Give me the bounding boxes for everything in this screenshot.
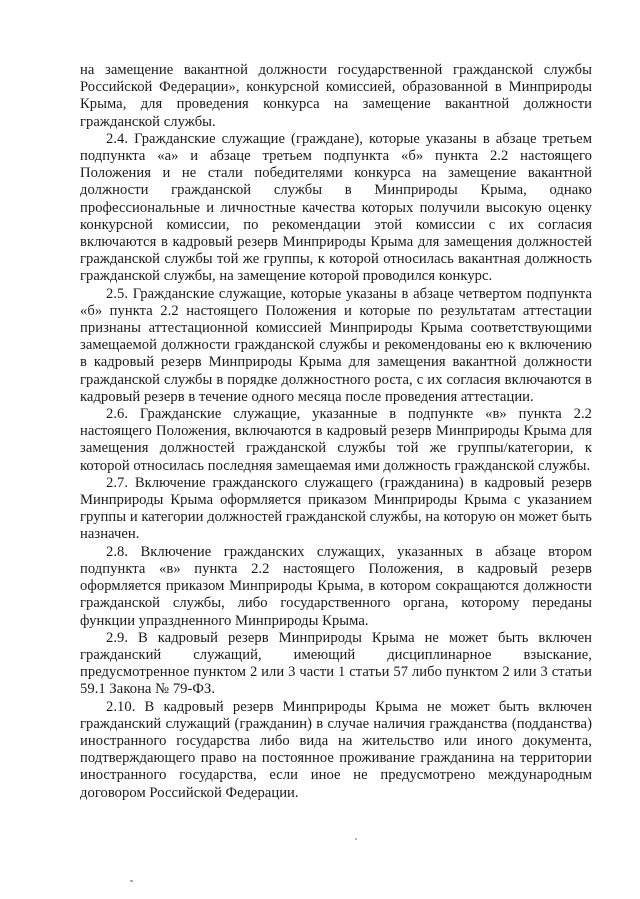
scan-speck — [130, 880, 133, 882]
paragraph-2-6: 2.6. Гражданские служащие, указанные в подпункте «в» пункта 2.2 настоящего Положения, включаются в кадровый резерв Минприроды Крыма для замещения должностей гражданской службы той же группы/категории, к которой относилась последняя замещаемая ими должность гражданской службы. — [80, 406, 592, 474]
paragraph-2-5: 2.5. Гражданские служащие, которые указаны в абзаце четвертом подпункта «б» пункта 2.2 настоящего Положения и которые по результатам аттестации признаны аттестационной комиссией Минприроды Крыма соответствующими замещаемой должности гражданской службы и рекомендованы ею к включению в кадровый резерв Минприроды Крыма для замещения вакантной должности гражданской службы в порядке должностного роста, с их согласия включаются в кадровый резерв в течение одного месяца после проведения аттестации. — [80, 285, 592, 405]
paragraph-2-7: 2.7. Включение гражданского служащего (гражданина) в кадровый резерв Минприроды Крыма оформляется приказом Минприроды Крыма с указанием группы и категории должностей гражданской службы, на которую он может быть назначен. — [80, 474, 592, 543]
scan-speck — [355, 838, 357, 840]
paragraph-2-10: 2.10. В кадровый резерв Минприроды Крыма не может быть включен гражданский служащий (гражданин) в случае наличия гражданства (подданства) иностранного государства либо вида на жительство или иного документа, подтверждающего право на постоянное проживание гражданина на территории иностранного государства, если иное не предусмотрено международным договором Российской Федерации. — [80, 698, 592, 801]
paragraph-2-4: 2.4. Гражданские служащие (граждане), которые указаны в абзаце третьем подпункта «а» и абзаце третьем подпункта «б» пункта 2.2 настоящего Положения и не стали победителями конкурса на замещение вакантной должности гражданской службы в Минприроды Крыма, однако профессиональные и личностные качества которых получили высокую оценку конкурсной комиссии, по рекомендации этой комиссии с их согласия включаются в кадровый резерв Минприроды Крыма для замещения должностей гражданской службы той же группы, к которой относилась вакантная должность гражданской службы, на замещение которой проводился конкурс. — [80, 130, 592, 285]
paragraph-2-8: 2.8. Включение гражданских служащих, указанных в абзаце втором подпункта «в» пункта 2.2 настоящего Положения, в кадровый резерв оформляется приказом Минприроды Крыма, в котором сокращаются должности гражданской службы, либо государственного органа, которому переданы функции упраздненного Минприроды Крыма. — [80, 543, 592, 629]
paragraph-2-9: 2.9. В кадровый резерв Минприроды Крыма не может быть включен гражданский служащий, имеющий дисциплинарное взыскание, предусмотренное пунктом 2 или 3 части 1 статьи 57 либо пунктом 2 или 3 статьи 59.1 Закона № 79-ФЗ. — [80, 629, 592, 698]
paragraph-continuation: на замещение вакантной должности государственной гражданской службы Российской Федерации», конкурсной комиссией, образованной в Минприроды Крыма, для проведения конкурса на замещение вакантной должности гражданской службы. — [80, 62, 592, 130]
